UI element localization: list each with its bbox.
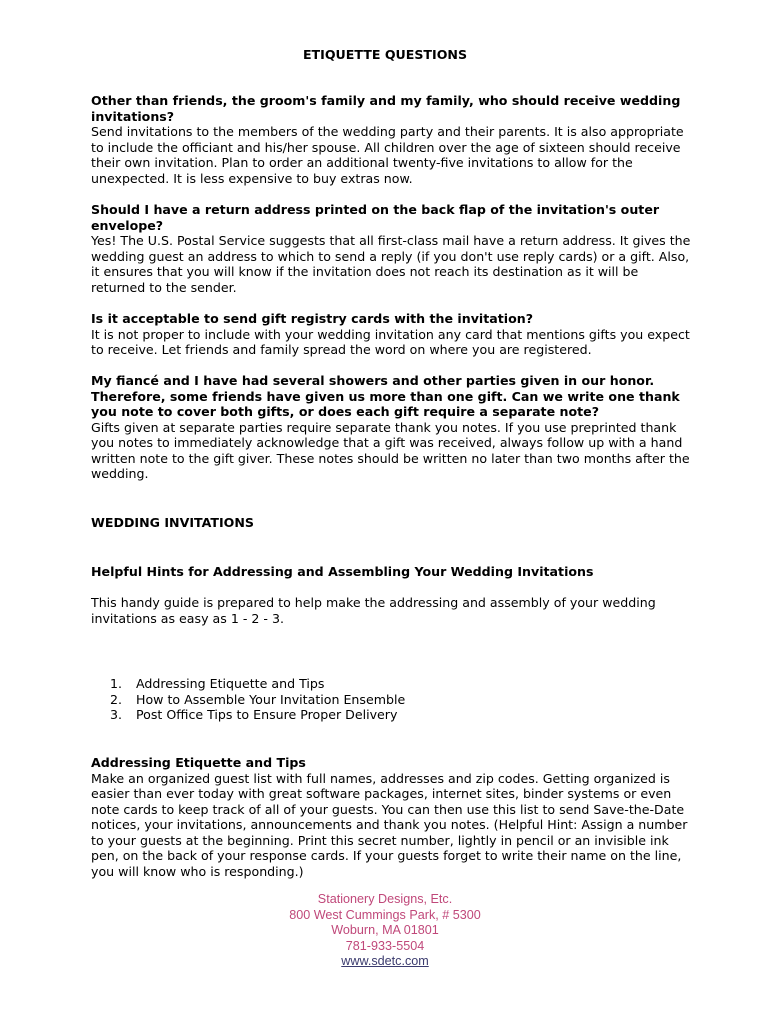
section-heading-wedding-invitations: WEDDING INVITATIONS	[91, 515, 254, 530]
footer-street: 800 West Cummings Park, # 5300	[289, 907, 481, 922]
qa-item	[91, 202, 691, 295]
hints-heading: Helpful Hints for Addressing and Assembling Your Wedding Invitations	[91, 564, 594, 579]
hints-intro: This handy guide is prepared to help make the addressing and assembly of your wedding invitations as easy as 1 - 2 - 3.	[91, 595, 656, 626]
question: Is it acceptable to send gift registry cards with the invitation?	[91, 311, 534, 326]
qa-item	[91, 93, 691, 186]
addressing-body: Make an organized guest list with full names, addresses and zip codes. Getting organized is easier than ever today with great software packages, internet sites, binder systems or even note cards to keep track of all of your guests. You can then use this list to send Save-the-Date notices, your invitations, announcements and thank you notes. (Helpful Hint: Assign a number to your guests at the beginning. Print this secret number, lightly in pencil or an invisible ink pen, on the back of your response cards. If your guests forget to write their name on the line, you will know who is responding.)	[91, 770, 688, 879]
question: Other than friends, the groom's family and my family, who should receive wedding invitations?	[91, 93, 681, 124]
footer-city: Woburn, MA 01801	[331, 923, 439, 937]
answer: Gifts given at separate parties require separate thank you notes. If you use preprinted thank you notes to immediately acknowledge that a gift was received, always follow up with a hand written note to the gift giver. These notes should be written no later than two months after the wedding.	[91, 419, 690, 481]
question: My fiancé and I have had several showers and other parties given in our honor. Therefore, some friends have given us more than one gift. Can we write one thank you note to cover both gifts, or does each gift require a separate note?	[91, 373, 680, 419]
list-item: 2. How to Assemble Your Invitation Ensemble	[110, 691, 406, 707]
footer-company: Stationery Designs, Etc.	[317, 892, 453, 906]
addressing-section	[91, 755, 691, 879]
footer-contact	[0, 892, 770, 970]
qa-item	[91, 311, 691, 358]
list-item: 3. Post Office Tips to Ensure Proper Delivery	[110, 707, 398, 722]
addressing-heading: Addressing Etiquette and Tips	[91, 755, 306, 770]
list-item: 1. Addressing Etiquette and Tips	[110, 676, 325, 691]
step-label: Addressing Etiquette and Tips	[136, 676, 325, 691]
qa-item	[91, 373, 691, 482]
page-title: ETIQUETTE QUESTIONS	[302, 47, 468, 62]
footer-website-link[interactable]: www.sdetc.com	[341, 954, 429, 968]
step-label: How to Assemble Your Invitation Ensemble	[136, 691, 406, 707]
answer: Yes! The U.S. Postal Service suggests that all first-class mail have a return address. It gives the wedding guest an address to which to send a reply (if you don't use reply cards) or a gift. Also, it ensures that you will know if the invitation does not reach its destination as it will be returned to the sender.	[91, 233, 691, 295]
step-label: Post Office Tips to Ensure Proper Delivery	[136, 707, 398, 722]
answer: It is not proper to include with your wedding invitation any card that mentions gifts you expect to receive. Let friends and family spread the word on where you are registered.	[91, 326, 690, 357]
footer-phone: 781-933-5504	[345, 938, 425, 953]
steps-list	[91, 676, 405, 723]
answer: Send invitations to the members of the wedding party and their parents. It is also appropriate to include the officiant and his/her spouse. All children over the age of sixteen should receive their own invitation. Plan to order an additional twenty-five invitations to allow for the unexpected. It is less expensive to buy extras now.	[91, 124, 684, 186]
question: Should I have a return address printed on the back flap of the invitation's outer envelope?	[91, 202, 660, 233]
